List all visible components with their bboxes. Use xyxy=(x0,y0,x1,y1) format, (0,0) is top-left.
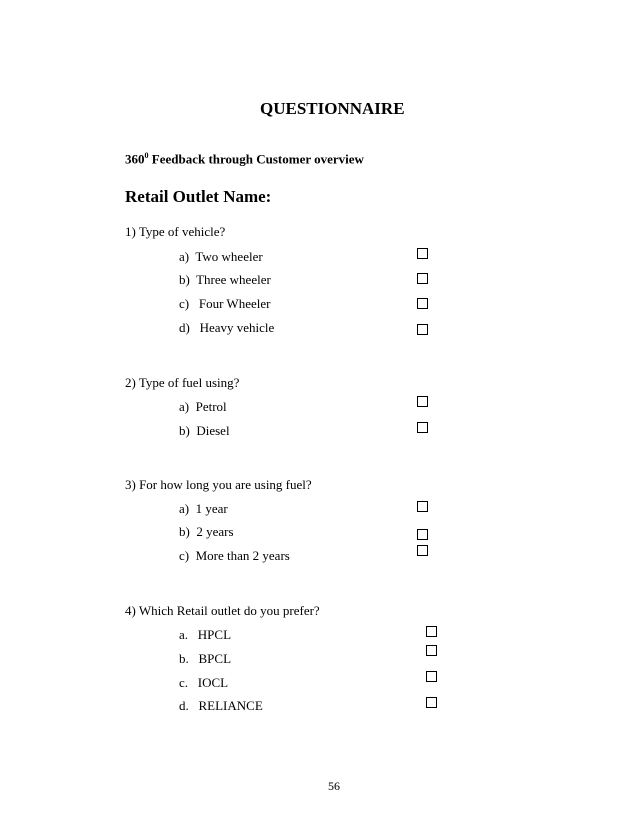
question-4: 4) Which Retail outlet do you prefer? xyxy=(125,603,320,618)
checkbox-1d[interactable] xyxy=(417,324,428,335)
option-3b xyxy=(179,524,234,540)
checkbox-1a[interactable] xyxy=(417,248,428,259)
option-2b xyxy=(179,423,230,439)
checkbox-2b[interactable] xyxy=(417,422,428,433)
option-marker: a) xyxy=(179,501,190,516)
option-label: Two wheeler xyxy=(195,249,263,264)
option-marker: b) xyxy=(179,423,190,438)
option-label: RELIANCE xyxy=(198,698,263,713)
option-label: Petrol xyxy=(195,399,227,414)
checkbox-3b[interactable] xyxy=(417,529,428,540)
option-3c xyxy=(179,548,290,564)
option-label: HPCL xyxy=(197,627,232,642)
option-4d xyxy=(179,698,263,714)
option-marker: b) xyxy=(179,272,190,287)
option-1b xyxy=(179,272,271,288)
checkbox-1c[interactable] xyxy=(417,298,428,309)
checkbox-4c[interactable] xyxy=(426,671,437,682)
option-marker: a) xyxy=(179,399,190,414)
option-marker: d. xyxy=(179,698,189,713)
option-4c xyxy=(179,675,228,691)
option-marker: c. xyxy=(179,675,189,690)
checkbox-3a[interactable] xyxy=(417,501,428,512)
option-label: Four Wheeler xyxy=(198,296,271,311)
option-label: Diesel xyxy=(196,423,230,438)
option-label: IOCL xyxy=(197,675,229,690)
checkbox-3c[interactable] xyxy=(417,545,428,556)
option-3a xyxy=(179,501,228,517)
option-marker: a) xyxy=(179,249,190,264)
option-1d xyxy=(179,320,274,336)
question-3: 3) For how long you are using fuel? xyxy=(125,477,312,492)
option-label: 1 year xyxy=(195,501,228,516)
question-1: 1) Type of vehicle? xyxy=(125,224,226,239)
page-title: QUESTIONNAIRE xyxy=(260,99,405,118)
subtitle xyxy=(125,151,364,167)
option-4a xyxy=(179,627,231,643)
subtitle-text: Feedback through Customer overview xyxy=(148,151,364,167)
subtitle-number: 360 xyxy=(125,151,145,167)
checkbox-4d[interactable] xyxy=(426,697,437,708)
checkbox-4b[interactable] xyxy=(426,645,437,656)
option-1a xyxy=(179,249,263,265)
option-1c xyxy=(179,296,270,312)
question-2: 2) Type of fuel using? xyxy=(125,375,240,390)
checkbox-2a[interactable] xyxy=(417,396,428,407)
option-marker: b) xyxy=(179,524,190,539)
option-marker: b. xyxy=(179,651,189,666)
page-number: 56 xyxy=(328,779,340,793)
option-label: BPCL xyxy=(198,651,232,666)
checkbox-4a[interactable] xyxy=(426,626,437,637)
option-2a xyxy=(179,399,227,415)
option-label: 2 years xyxy=(196,524,234,539)
checkbox-1b[interactable] xyxy=(417,273,428,284)
option-marker: c) xyxy=(179,296,190,311)
option-label: Three wheeler xyxy=(196,272,271,287)
option-marker: d) xyxy=(179,320,190,335)
option-label: More than 2 years xyxy=(195,548,290,563)
option-4b xyxy=(179,651,231,667)
option-marker: c) xyxy=(179,548,190,563)
option-label: Heavy vehicle xyxy=(199,320,275,335)
retail-outlet-name-label: Retail Outlet Name: xyxy=(125,187,272,206)
subtitle-superscript: 0 xyxy=(144,151,149,160)
option-marker: a. xyxy=(179,627,189,642)
